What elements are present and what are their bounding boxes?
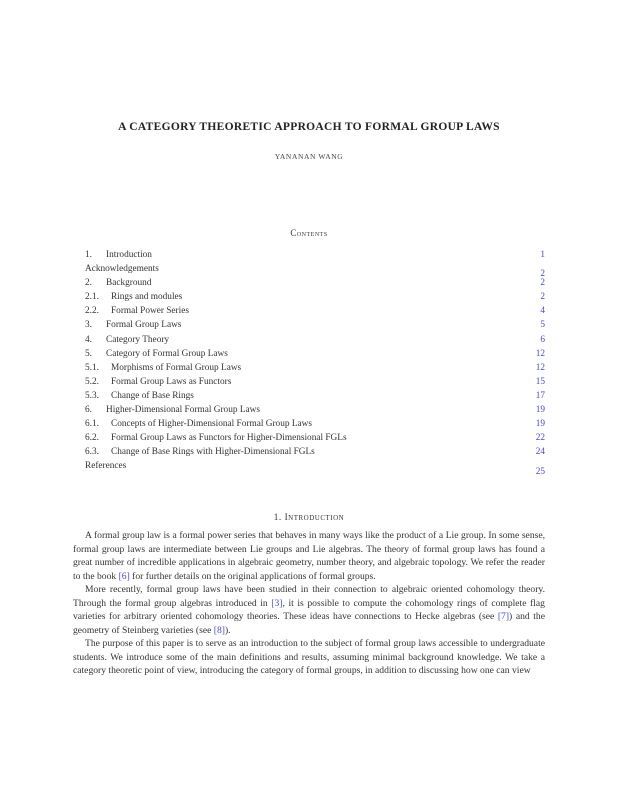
- toc-entry-number: 5.3.: [85, 390, 99, 401]
- toc-page-link[interactable]: 2: [540, 278, 545, 289]
- toc-entry-number: 6.2.: [85, 433, 99, 444]
- toc-page-link[interactable]: 17: [535, 390, 545, 401]
- toc-page-link[interactable]: 12: [535, 348, 545, 359]
- section-heading-introduction: 1. Introduction: [273, 513, 345, 523]
- toc-entry-number: 5.: [85, 348, 92, 359]
- paragraph-text: The purpose of this paper is to serve as an introduction to the subject of formal group laws accessible to undergraduate students. We introduce some of the main definitions and results, assuming minimal background knowledge. We take a category theoretic point of view, introducing the category of formal groups, in addition to discussing how one can view: [73, 638, 545, 676]
- toc-entry-title: [85, 318, 181, 332]
- paragraph-text: A formal group law is a formal power series that behaves in many ways like the product of a Lie group. In some sense, formal group laws are intermediate between Lie groups and Lie algebras. The theory of formal group laws has found a great number of incredible applications in algebraic geometry, number theory, and algebraic topology. We refer the reader to the book: [73, 530, 545, 582]
- toc-page-link[interactable]: 25: [535, 466, 545, 477]
- toc-entry-number: 6.3.: [85, 447, 99, 458]
- toc-page-link[interactable]: 2: [540, 269, 545, 280]
- table-of-contents: [85, 248, 545, 477]
- toc-entry-label: Formal Group Laws as Functors for Higher-Dimensional FGLs: [111, 433, 347, 444]
- toc-entry-title: [85, 431, 347, 445]
- toc-entry-label: Higher-Dimensional Formal Group Laws: [106, 405, 260, 416]
- paragraph: [73, 529, 545, 583]
- toc-page-link[interactable]: 1: [540, 250, 545, 260]
- toc-entry-number: 2.2.: [85, 306, 99, 317]
- toc-entry[interactable]: [85, 361, 545, 375]
- toc-entry-number: 3.: [85, 320, 92, 331]
- paragraph-text: for further details on the original applications of formal groups.: [129, 570, 376, 582]
- paper-title: A CATEGORY THEORETIC APPROACH TO FORMAL GROUP LAWS: [118, 121, 500, 133]
- toc-entry[interactable]: [85, 290, 545, 304]
- toc-entry-number: 5.1.: [85, 362, 99, 373]
- toc-entry-title: [85, 361, 241, 375]
- toc-entry[interactable]: [85, 459, 545, 477]
- toc-entry[interactable]: [85, 403, 545, 417]
- paragraph: [73, 583, 545, 637]
- toc-entry-label: Formal Group Laws: [106, 320, 182, 331]
- paragraph-text: ) and the geometry of Steinberg varieties (see: [73, 611, 545, 636]
- toc-entry[interactable]: [85, 347, 545, 361]
- toc-entry-label: References: [85, 461, 127, 472]
- toc-entry-title: [85, 403, 260, 417]
- toc-entry-title: [85, 304, 189, 318]
- toc-entry[interactable]: [85, 318, 545, 332]
- toc-entry-number: 6.1.: [85, 419, 99, 430]
- toc-page-link[interactable]: 4: [540, 306, 545, 317]
- paragraph-text: More recently, formal group laws have been studied in their connection to algebraic oriented cohomology theory. Through the formal group algebras introduced in: [73, 584, 545, 609]
- toc-entry-title: [85, 290, 182, 304]
- citation-link[interactable]: [8]: [213, 624, 225, 636]
- author-name: YANANAN WANG: [274, 152, 344, 161]
- citation-link[interactable]: [7]: [497, 611, 510, 622]
- toc-page-link[interactable]: 24: [535, 447, 545, 458]
- toc-entry-title: [85, 333, 169, 347]
- toc-page-link[interactable]: 19: [535, 419, 545, 430]
- toc-entry-label: Category of Formal Group Laws: [106, 348, 228, 359]
- paragraph-text: ).: [224, 624, 231, 636]
- toc-page-link[interactable]: 22: [535, 433, 545, 444]
- toc-entry-label: Formal Group Laws as Functors: [111, 376, 232, 387]
- toc-entry-number: 4.: [85, 334, 92, 345]
- toc-entry[interactable]: [85, 417, 545, 431]
- toc-entry[interactable]: [85, 304, 545, 318]
- contents-heading: Contents: [290, 228, 328, 238]
- toc-entry[interactable]: [85, 431, 545, 445]
- toc-entry-title: [85, 389, 194, 403]
- toc-entry[interactable]: [85, 333, 545, 347]
- toc-entry-number: 5.2.: [85, 376, 99, 387]
- toc-page-link[interactable]: 6: [540, 334, 545, 345]
- toc-entry-number: 1.: [85, 250, 92, 260]
- toc-entry-title: [85, 417, 312, 431]
- toc-page-link[interactable]: 12: [535, 362, 545, 373]
- toc-entry-title: [85, 445, 315, 459]
- toc-entry-label: Introduction: [106, 250, 152, 260]
- toc-entry-title: [85, 347, 228, 361]
- toc-entry-label: Change of Base Rings with Higher-Dimensional FGLs: [111, 447, 315, 458]
- toc-entry[interactable]: [85, 276, 545, 290]
- citation-link[interactable]: [3]: [271, 597, 283, 609]
- toc-entry-label: Formal Power Series: [111, 306, 189, 317]
- toc-entry-title: [85, 262, 159, 276]
- introduction-body: [73, 529, 545, 678]
- toc-entry-number: 2.: [85, 278, 92, 289]
- toc-entry[interactable]: [85, 445, 545, 459]
- toc-entry[interactable]: [85, 375, 545, 389]
- toc-entry[interactable]: [85, 248, 545, 262]
- toc-entry-title: [85, 375, 231, 389]
- toc-page-link[interactable]: 19: [535, 405, 545, 416]
- toc-entry-label: Morphisms of Formal Group Laws: [111, 362, 242, 373]
- paragraph: [73, 637, 545, 678]
- citation-link[interactable]: [6]: [118, 570, 130, 582]
- toc-entry-title: [85, 248, 152, 262]
- toc-entry-label: Change of Base Rings: [111, 390, 194, 401]
- toc-entry-title: [85, 276, 151, 290]
- toc-entry-label: Acknowledgements: [85, 264, 159, 275]
- toc-entry[interactable]: [85, 262, 545, 280]
- toc-entry-label: Rings and modules: [111, 292, 183, 303]
- toc-page-link[interactable]: 2: [540, 292, 545, 303]
- toc-entry[interactable]: [85, 389, 545, 403]
- toc-page-link[interactable]: 5: [540, 320, 545, 331]
- toc-entry-number: 2.1.: [85, 292, 99, 303]
- paragraph-text: , it is possible to compute the cohomology rings of complete flag varieties for arbitrary oriented cohomology theories. These ideas have connections to Hecke algebras (see: [73, 597, 545, 622]
- toc-entry-label: Category Theory: [106, 334, 170, 345]
- toc-page-link[interactable]: 15: [535, 376, 545, 387]
- toc-entry-label: Background: [106, 278, 152, 289]
- toc-entry-title: [85, 459, 126, 473]
- toc-entry-label: Concepts of Higher-Dimensional Formal Group Laws: [111, 419, 312, 430]
- toc-entry-number: 6.: [85, 405, 92, 416]
